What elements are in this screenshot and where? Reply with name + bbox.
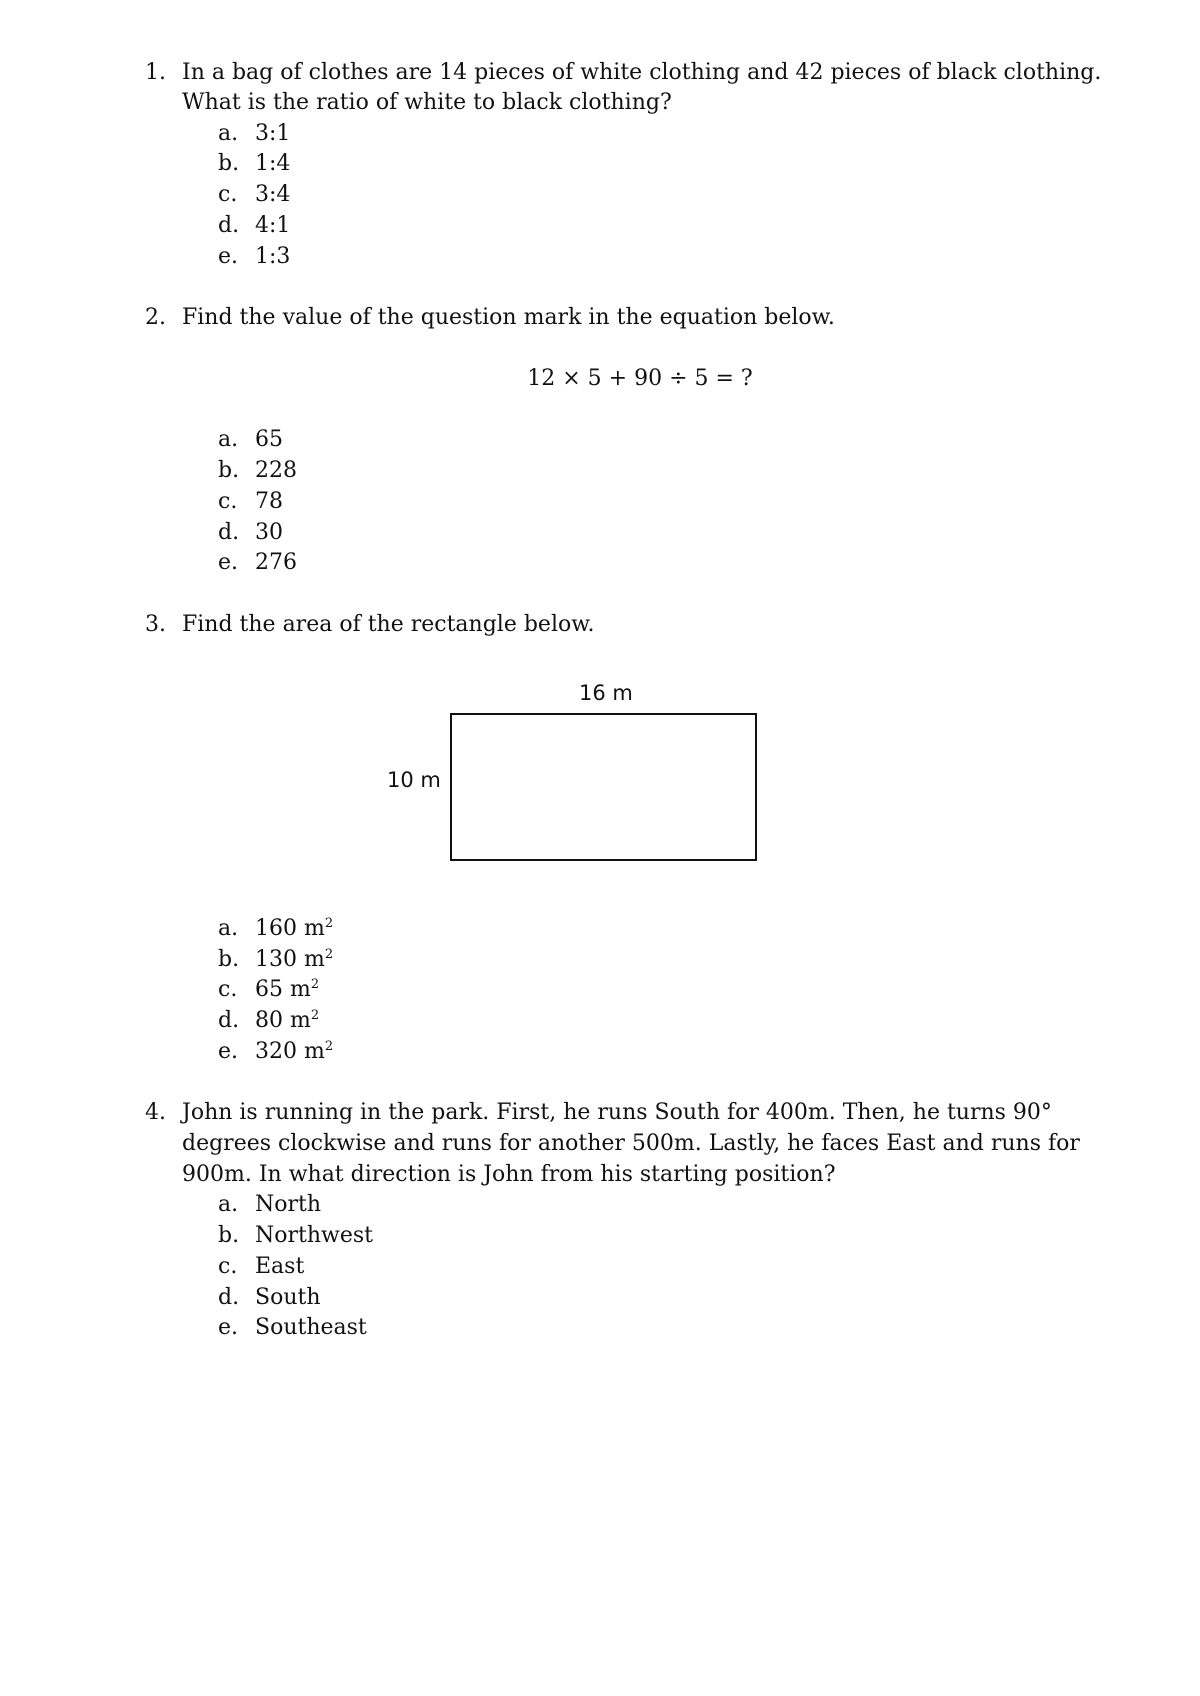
- option-text: North: [255, 1192, 322, 1217]
- option-text: 1:4: [255, 151, 291, 176]
- option-letter: d.: [218, 520, 240, 545]
- option-text: 3:4: [255, 182, 291, 207]
- option-text: East: [255, 1254, 305, 1279]
- option-text: 78: [255, 489, 283, 514]
- question-number: 2.: [145, 305, 166, 330]
- option-letter: c.: [218, 182, 238, 207]
- superscript: 2: [310, 1008, 320, 1023]
- option-letter: e.: [218, 550, 239, 575]
- superscript: 2: [310, 977, 320, 992]
- rectangle-width-label: 16 m: [579, 681, 633, 705]
- question-number: 4.: [145, 1100, 166, 1125]
- option-text: 4:1: [255, 213, 291, 238]
- option-letter: a.: [218, 427, 239, 452]
- question-text: In a bag of clothes are 14 pieces of white clothing and 42 pieces of black clothing.: [182, 60, 1102, 85]
- question-text: What is the ratio of white to black clothing?: [182, 90, 672, 115]
- option-letter: b.: [218, 947, 240, 972]
- superscript: 2: [324, 916, 334, 931]
- option-letter: d.: [218, 213, 240, 238]
- option-text: Northwest: [255, 1223, 374, 1248]
- option-letter: c.: [218, 977, 238, 1002]
- question-text: 900m. In what direction is John from his starting position?: [182, 1162, 836, 1187]
- rectangle-figure: [450, 713, 757, 861]
- option-text: 160 $m^2$: [255, 916, 334, 941]
- option-text: South: [255, 1285, 321, 1310]
- option-text: 3:1: [255, 121, 291, 146]
- option-letter: a.: [218, 1192, 239, 1217]
- option-letter: c.: [218, 489, 238, 514]
- option-letter: a.: [218, 916, 239, 941]
- option-letter: e.: [218, 244, 239, 269]
- equation: 12 × 5 + 90 ÷ 5 = ?: [527, 366, 753, 391]
- option-letter: d.: [218, 1008, 240, 1033]
- superscript: 2: [324, 1039, 334, 1054]
- option-text: 80 $m^2$: [255, 1008, 320, 1033]
- option-text: 276: [255, 550, 297, 575]
- option-text: Southeast: [255, 1315, 367, 1340]
- question-number: 3.: [145, 612, 166, 637]
- option-letter: c.: [218, 1254, 238, 1279]
- question-number: 1.: [145, 60, 166, 85]
- option-text: 228: [255, 458, 297, 483]
- option-text: 30: [255, 520, 283, 545]
- option-text: 65 $m^2$: [255, 977, 320, 1002]
- option-letter: e.: [218, 1315, 239, 1340]
- question-text: degrees clockwise and runs for another 500m. Lastly, he faces East and runs for: [182, 1131, 1080, 1156]
- superscript: 2: [324, 947, 334, 962]
- option-letter: e.: [218, 1039, 239, 1064]
- option-text: 65: [255, 427, 283, 452]
- question-text: Find the value of the question mark in the equation below.: [182, 305, 835, 330]
- option-text: 320 $m^2$: [255, 1039, 334, 1064]
- option-text: 1:3: [255, 244, 291, 269]
- option-letter: d.: [218, 1285, 240, 1310]
- question-text: John is running in the park. First, he runs South for 400m. Then, he turns 90°: [182, 1100, 1052, 1125]
- option-text: 130 $m^2$: [255, 947, 334, 972]
- option-letter: b.: [218, 1223, 240, 1248]
- option-letter: b.: [218, 151, 240, 176]
- option-letter: a.: [218, 121, 239, 146]
- option-letter: b.: [218, 458, 240, 483]
- rectangle-height-label: 10 m: [387, 768, 441, 792]
- question-text: Find the area of the rectangle below.: [182, 612, 595, 637]
